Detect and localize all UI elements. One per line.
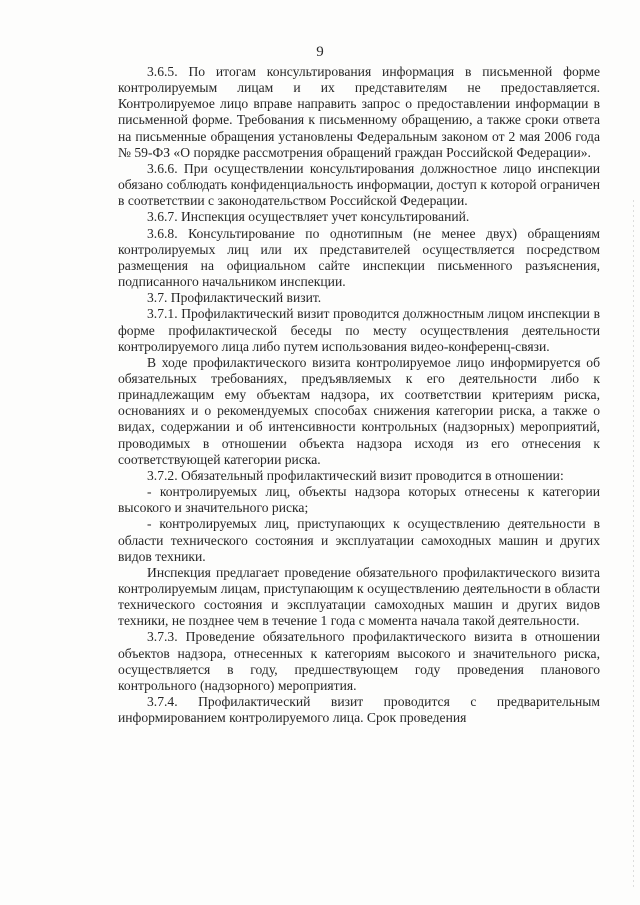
paragraph-visit-info: В ходе профилактического визита контролируемое лицо информируется об обязательных требованиях, предъявляемых к его деятельности либо к принадлежащим ему объектам надзора, их соответствии критериям риска, основаниях и о рекомендуемых способах снижения категории риска, а также о видах, содержании и об интенсивности контрольных (надзорных) мероприятий, проводимых в отношении объекта надзора исходя из его отнесения к соответствующей категории риска. [118, 354, 600, 467]
paragraph-3-6-6: 3.6.6. При осуществлении консультирования должностное лицо инспекции обязано соблюдать конфиденциальность информации, доступ к которой ограничен в соответствии с законодательством Российской Федерации. [118, 160, 600, 209]
paragraph-3-7-2: 3.7.2. Обязательный профилактический визит проводится в отношении: [147, 467, 564, 483]
paragraph-3-7-3: 3.7.3. Проведение обязательного профилактического визита в отношении объектов надзора, отнесенных к категориям высокого и значительного риска, осуществляется в году, предшествующем году проведения планового контрольного (надзорного) мероприятия. [118, 629, 600, 693]
document-body [118, 64, 600, 726]
paragraph-3-6-5: 3.6.5. По итогам консультирования информация в письменной форме контролируемым лицам и их представителям не предоставляется. Контролируемое лицо вправе направить запрос о предоставлении информации в письменной форме. Требования к письменному обращению, а также сроки ответа на письменные обращения установлены Федеральным законом от 2 мая 2006 года № 59-ФЗ «О порядке рассмотрения обращений граждан Российской Федерации». [118, 64, 600, 160]
paragraph-inspection-offer: Инспекция предлагает проведение обязательного профилактического визита контролируемым лицам, приступающим к осуществлению деятельности в области технического состояния и эксплуатации самоходных машин и других видов техники, не позднее чем в течение 1 года с момента начала такой деятельности. [118, 564, 600, 629]
paragraph-3-6-7: 3.6.7. Инспекция осуществляет учет консультирований. [147, 209, 470, 225]
scan-edge-artifact [633, 200, 634, 890]
list-item-new-activity: - контролируемых лиц, приступающих к осуществлению деятельности в области технического состояния и эксплуатации самоходных машин и других видов техники. [118, 516, 600, 564]
section-heading-3-7: 3.7. Профилактический визит. [147, 290, 322, 306]
page-number: 9 [316, 44, 324, 60]
paragraph-3-7-4: 3.7.4. Профилактический визит проводится с предварительным информированием контролируемого лица. Срок проведения [118, 694, 600, 726]
paragraph-3-7-1: 3.7.1. Профилактический визит проводится должностным лицом инспекции в форме профилактической беседы по месту осуществления деятельности контролируемого лица либо путем использования видео-конференц-связи. [118, 306, 600, 354]
list-item-high-risk: - контролируемых лиц, объекты надзора которых отнесены к категории высокого и значительного риска; [118, 484, 600, 516]
paragraph-3-6-8: 3.6.8. Консультирование по однотипным (не менее двух) обращениям контролируемых лиц или их представителей осуществляется посредством размещения на официальном сайте инспекции письменного разъяснения, подписанного начальником инспекции. [118, 225, 600, 290]
